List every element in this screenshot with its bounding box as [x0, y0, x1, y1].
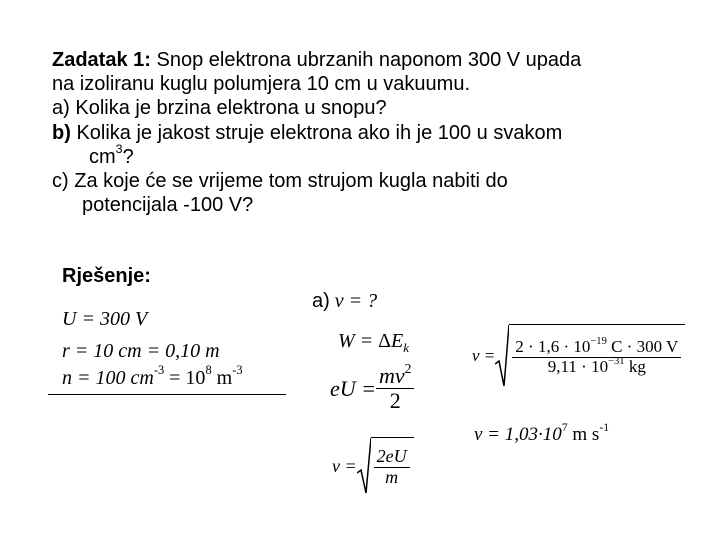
calc-num-tail: C · 300 V: [606, 337, 679, 357]
energy-balance-equation: [330, 360, 414, 414]
given-density-exp1: -3: [153, 363, 165, 378]
given-density: [62, 363, 243, 390]
question-a-text: Kolika je brzina elektrona u snopu?: [69, 97, 387, 120]
question-c: [52, 169, 712, 193]
question-c-marker: c): [52, 170, 69, 193]
given-density-a: n = 100 cm: [62, 367, 154, 389]
calc-fraction: [512, 338, 681, 376]
eq1-fraction: [376, 360, 414, 414]
given-density-exp3: -3: [232, 363, 243, 378]
eq1-num-text: mv: [379, 363, 405, 388]
calc-num-text: 2 · 1,6 · 10: [515, 337, 591, 357]
calc-den-exp: −31: [608, 355, 625, 367]
eq1-lhs: eU =: [330, 375, 376, 401]
problem-line-2: na izoliranu kuglu polumjera 10 cm u vakuumu.: [52, 73, 470, 96]
eq2-sqrt: [357, 437, 414, 495]
question-b-text: Kolika je jakost struje elektrona ako ih je 100 u svakom: [70, 121, 563, 144]
question-b-marker: b): [52, 121, 71, 144]
problem-title: Zadatak 1:: [52, 49, 151, 71]
eq1-num-exp: 2: [404, 360, 412, 376]
given-density-exp2: 8: [205, 363, 212, 378]
given-voltage: U = 300 V: [62, 308, 148, 330]
question-a-marker: a): [52, 97, 70, 120]
velocity-substitution: [472, 324, 685, 388]
problem-intro-1: Snop elektrona ubrzanih naponom 300 V upada: [150, 49, 582, 71]
calc-numerator: [512, 338, 681, 358]
question-b-unit: cm: [89, 145, 116, 168]
eq2-sqrt-body: [371, 437, 414, 495]
result-unit-exp: -1: [599, 420, 610, 434]
result-unit: m s: [567, 424, 600, 445]
calc-den-text: 9,11 · 10: [547, 357, 609, 376]
eq2-numerator: 2eU: [374, 447, 410, 468]
question-b: [52, 121, 712, 145]
part-a-marker: a): [312, 290, 330, 312]
question-c-line-2: potencijala -100 V?: [82, 194, 254, 217]
given-radius-text: r = 10 cm = 0,10 m: [62, 340, 220, 362]
question-c-text: Za koje će se vrijeme tom strujom kugla nabiti do: [68, 170, 508, 193]
radical-sign-icon: [495, 324, 509, 388]
eq1-denominator: 2: [389, 388, 401, 414]
calc-sqrt: [495, 324, 685, 388]
energy-e: E: [391, 330, 404, 352]
velocity-formula: [332, 437, 414, 495]
given-density-b: = 10: [164, 367, 206, 389]
calc-num-exp: −19: [590, 336, 607, 348]
energy-equation: [338, 330, 409, 356]
problem-line-1: [52, 48, 712, 72]
calc-den-tail: kg: [624, 357, 646, 376]
eq2-fraction: [374, 447, 410, 488]
question-b-line-2: [52, 142, 712, 169]
energy-delta: Δ: [378, 330, 392, 352]
part-a-label: [312, 290, 377, 313]
result-exp: 7: [561, 420, 568, 434]
problem-statement: [52, 48, 712, 217]
eq2-lhs: v =: [332, 455, 357, 476]
given-radius: [62, 340, 220, 363]
given-divider: [48, 394, 286, 395]
given-density-c: m: [211, 367, 233, 389]
part-a-unknown: v = ?: [329, 290, 378, 312]
energy-w: W =: [338, 330, 379, 352]
calc-sqrt-body: [509, 324, 685, 388]
question-a: [52, 96, 712, 120]
question-b-unit-exp: 3: [115, 142, 123, 157]
radical-sign-icon: [357, 437, 371, 495]
calc-lhs: v =: [472, 346, 496, 365]
energy-subscript: k: [403, 340, 410, 355]
question-b-end: ?: [122, 145, 134, 168]
eq1-numerator: [376, 360, 414, 389]
calc-denominator: [545, 355, 649, 377]
result-value: v = 1,03·10: [474, 424, 562, 445]
solution-heading: Rješenje:: [62, 265, 151, 287]
velocity-result: [474, 420, 610, 446]
eq2-denominator: m: [385, 467, 399, 487]
